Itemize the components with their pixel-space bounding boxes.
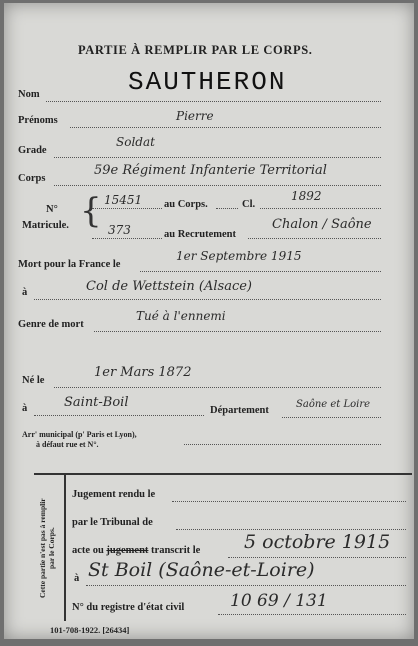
classe-value: 1892 <box>291 189 322 203</box>
ne-value: 1er Mars 1872 <box>94 365 192 380</box>
acte-struck: jugement <box>106 545 149 556</box>
genre-value: Tué à l'ennemi <box>136 309 226 323</box>
departement-value: Saône et Loire <box>296 399 371 410</box>
matricule-no-label: N° <box>46 204 58 215</box>
au-corps-line <box>216 208 238 209</box>
grade-value: Soldat <box>116 135 155 149</box>
tribunal-label: par le Tribunal de <box>72 517 153 528</box>
recrutement-number: 373 <box>108 223 131 237</box>
prenoms-value: Pierre <box>176 109 214 123</box>
transcription-date: 5 octobre 1915 <box>244 531 391 553</box>
jugement-left-rule <box>64 473 66 621</box>
au-recrutement-label: au Recrutement <box>164 229 237 240</box>
prenoms-dotted-line <box>70 127 381 128</box>
ne-label: Né le <box>22 375 45 386</box>
corps-number: 15451 <box>104 193 143 207</box>
classe-line <box>260 208 381 209</box>
jugement-top-rule <box>34 473 412 475</box>
jugement-side-note: Cette partie n'est pas à remplir par le Corps. <box>38 498 56 598</box>
transcription-lieu-line <box>86 585 406 586</box>
grade-dotted-line <box>54 157 381 158</box>
lieu-naissance-label: à <box>22 403 28 414</box>
lieu-deces-label: à <box>22 287 28 298</box>
nom-label: Nom <box>18 89 40 100</box>
nom-value: SAUTHERON <box>128 67 287 97</box>
lieu-naissance-value: Saint-Boil <box>64 395 129 410</box>
prenoms-label: Prénoms <box>18 115 58 126</box>
genre-dotted-line <box>94 331 381 332</box>
matricule-brace: { <box>80 191 102 231</box>
jugement-rendu-line <box>172 501 406 502</box>
transcription-lieu: St Boil (Saône-et-Loire) <box>88 559 315 581</box>
arrondissement-label-2: à défaut rue et N°. <box>36 440 99 449</box>
au-corps-label: au Corps. <box>164 199 208 210</box>
death-record-card <box>4 3 414 639</box>
acte-suffix: transcrit le <box>151 545 201 556</box>
lieu-deces-line <box>34 299 381 300</box>
recrutement-number-line <box>92 238 162 239</box>
acte-label <box>72 545 200 556</box>
arrondissement-line <box>184 444 381 445</box>
arrondissement-label-1: Arr' municipal (p' Paris et Lyon), <box>22 430 137 439</box>
jugement-rendu-label: Jugement rendu le <box>72 489 156 500</box>
corps-value: 59e Régiment Infanterie Territorial <box>94 163 327 178</box>
mort-value: 1er Septembre 1915 <box>176 249 302 263</box>
corps-label: Corps <box>18 173 46 184</box>
classe-label: Cl. <box>242 199 256 210</box>
tribunal-line <box>176 529 406 530</box>
grade-label: Grade <box>18 145 47 156</box>
lieu-deces-value: Col de Wettstein (Alsace) <box>86 279 252 294</box>
acte-prefix: acte ou <box>72 545 104 556</box>
lieu-naissance-line <box>34 415 204 416</box>
print-code: 101-708-1922. [26434] <box>50 625 130 635</box>
genre-label: Genre de mort <box>18 319 84 330</box>
recrutement-value: Chalon / Saône <box>272 217 372 232</box>
ne-dotted-line <box>54 387 381 388</box>
transcription-line <box>228 557 406 558</box>
corps-number-line <box>92 208 162 209</box>
card-header: PARTIE À REMPLIR PAR LE CORPS. <box>78 43 313 57</box>
transcription-lieu-label: à <box>74 573 80 584</box>
registre-label: N° du registre d'état civil <box>72 602 185 613</box>
nom-dotted-line <box>46 101 381 102</box>
matricule-label: Matricule. <box>22 220 69 231</box>
recrutement-line <box>248 238 381 239</box>
departement-line <box>282 417 381 418</box>
registre-line <box>218 614 406 615</box>
mort-label: Mort pour la France le <box>18 259 121 270</box>
departement-label: Département <box>210 405 269 416</box>
corps-dotted-line <box>54 185 381 186</box>
mort-dotted-line <box>140 271 381 272</box>
registre-value: 10 69 / 131 <box>230 591 328 611</box>
